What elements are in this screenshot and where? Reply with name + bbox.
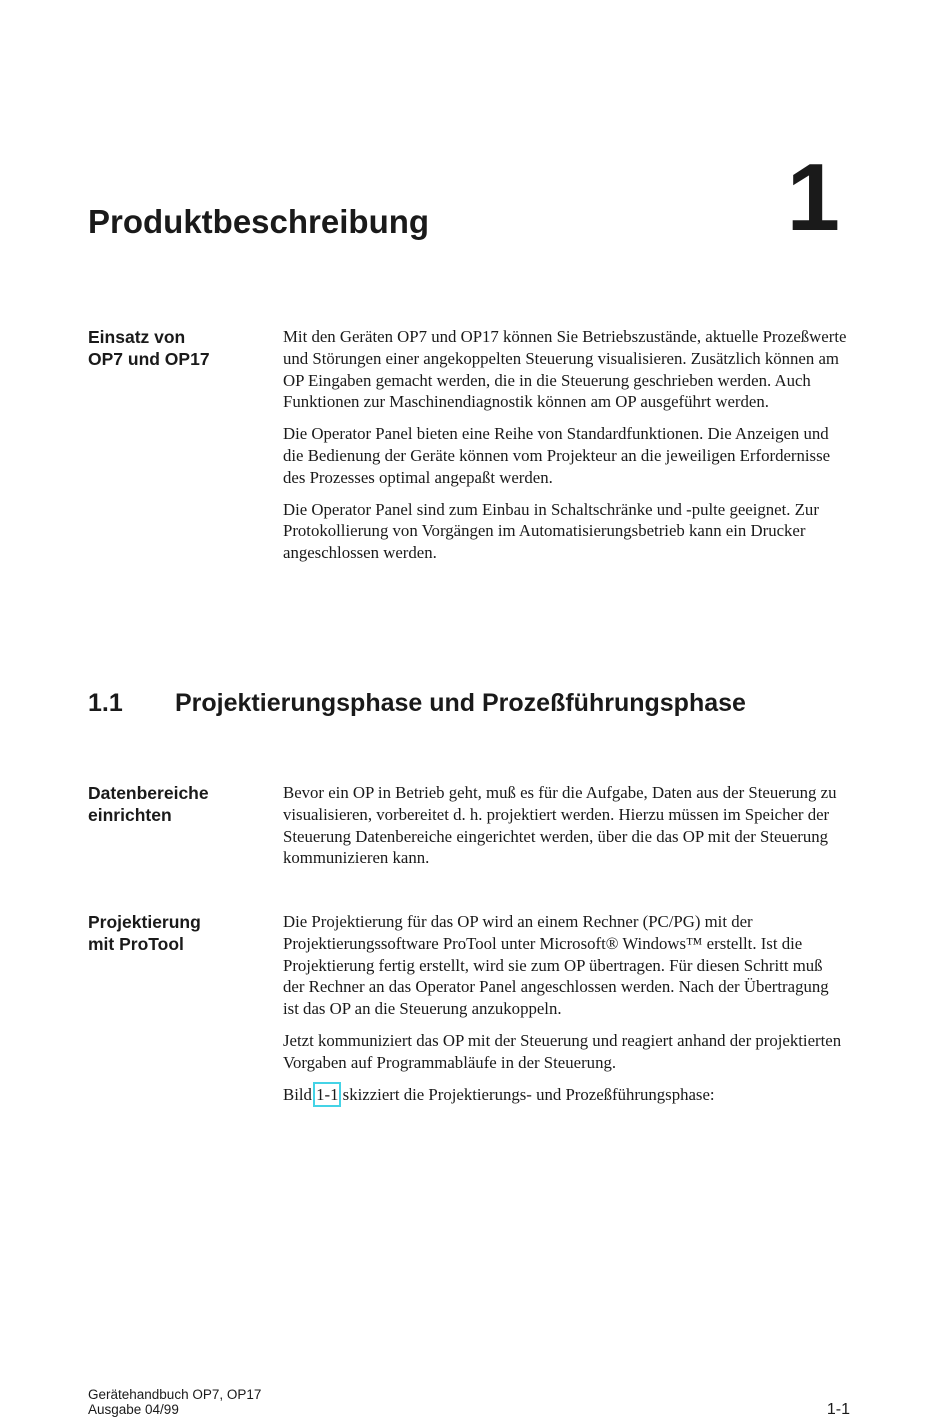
body-text-datenbereiche — [283, 782, 848, 879]
chapter-number: 1 — [786, 144, 840, 251]
paragraph: Bevor ein OP in Betrieb geht, muß es für die Aufgabe, Daten aus der Steuerung zu visualisieren, vorbereitet d. h. projektiert werden. Hierzu müssen im Speicher der Steuerung Datenbereiche eingerichtet werden, über die das OP mit der Steuerung kommunizieren kann. — [283, 783, 837, 868]
paragraph-text: Bild — [283, 1084, 317, 1104]
page-number: 1-1 — [826, 1401, 850, 1418]
margin-heading-einsatz — [88, 326, 273, 370]
paragraph-text: skizziert die Projektierungs- und Prozeßführungsphase: — [338, 1084, 715, 1104]
body-text-einsatz — [283, 326, 848, 574]
paragraph: Jetzt kommuniziert das OP mit der Steuerung und reagiert anhand der projektierten Vorgaben auf Programmabläufe in der Steuerung. — [283, 1030, 842, 1072]
paragraph: Mit den Geräten OP7 und OP17 können Sie Betriebszustände, aktuelle Prozeßwerte und Störungen einer angekoppelten Steuerung visualisieren. Zusätzlich können am OP Eingaben gemacht werden, die in die Steuerung geschrieben werden. Auch Funktionen zur Maschinendiagnostik können am OP ausgeführt werden. — [283, 327, 847, 412]
margin-heading-line: Datenbereiche — [88, 783, 209, 803]
footer-edition: Ausgabe 04/99 — [88, 1402, 179, 1417]
margin-heading-line: einrichten — [88, 805, 172, 825]
section-title: Projektierungsphase und Prozeßführungsphase — [175, 689, 746, 717]
margin-heading-line: Einsatz von — [88, 327, 186, 347]
margin-heading-projektierung — [88, 911, 273, 955]
paragraph — [283, 1084, 848, 1106]
margin-heading-line: mit ProTool — [88, 934, 184, 954]
paragraph: Die Projektierung für das OP wird an einem Rechner (PC/PG) mit der Projektierungssoftware ProTool unter Microsoft® Windows™ erstellt. Ist die Projektierung fertig erstellt, wird sie zum OP übertragen. Für diesen Schritt muß der Rechner an das Operator Panel angeschlossen werden. Nach der Übertragung ist das OP an die Steuerung anzukoppeln. — [283, 912, 829, 1019]
chapter-title: Produktbeschreibung — [88, 203, 430, 240]
margin-heading-line: OP7 und OP17 — [88, 349, 210, 369]
section-heading — [88, 690, 746, 718]
paragraph: Die Operator Panel sind zum Einbau in Schaltschränke und -pulte geeignet. Zur Protokollierung von Vorgängen im Automatisierungsbetrieb kann ein Drucker angeschlossen werden. — [283, 499, 819, 563]
margin-heading-datenbereiche — [88, 782, 273, 826]
figure-reference-link[interactable]: 1-1 — [316, 1084, 339, 1104]
section-number: 1.1 — [88, 689, 123, 717]
footer-title: Gerätehandbuch OP7, OP17 — [88, 1387, 262, 1402]
margin-heading-line: Projektierung — [88, 912, 201, 932]
footer-document-info — [88, 1387, 261, 1417]
paragraph: Die Operator Panel bieten eine Reihe von Standardfunktionen. Die Anzeigen und die Bedienung der Geräte können vom Projekteur an die jeweiligen Erfordernisse des Prozesses optimal angepaßt werden. — [283, 424, 831, 487]
body-text-projektierung — [283, 911, 848, 1115]
